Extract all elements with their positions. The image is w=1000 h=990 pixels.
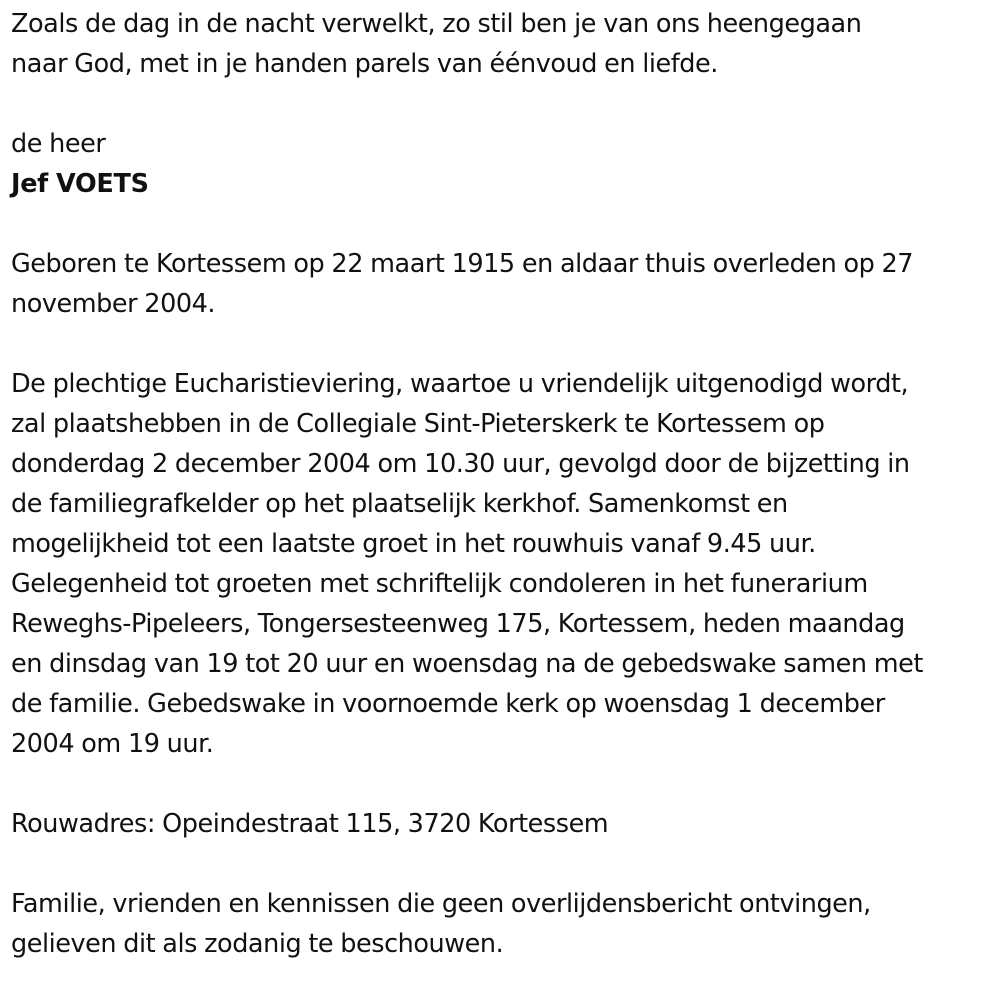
- ceremony-line: De plechtige Eucharistieviering, waartoe u vriendelijk uitgenodigd wordt,: [11, 369, 909, 399]
- obituary-notice: [11, 4, 996, 964]
- verse-line: naar God, met in je handen parels van éénvoud en liefde.: [11, 49, 718, 79]
- ceremony-line: donderdag 2 december 2004 om 10.30 uur, gevolgd door de bijzetting in: [11, 449, 910, 479]
- birth-death-line: Geboren te Kortessem op 22 maart 1915 en aldaar thuis overleden op 27: [11, 249, 914, 279]
- mourning-address: Rouwadres: Opeindestraat 115, 3720 Kortessem: [11, 809, 609, 839]
- spacer: [11, 324, 996, 364]
- spacer: [11, 764, 996, 804]
- ceremony-line: de familie. Gebedswake in voornoemde kerk op woensdag 1 december: [11, 689, 885, 719]
- ceremony-line: mogelijkheid tot een laatste groet in het rouwhuis vanaf 9.45 uur.: [11, 529, 816, 559]
- ceremony-line: 2004 om 19 uur.: [11, 729, 214, 759]
- birth-death-line: november 2004.: [11, 289, 216, 319]
- ceremony-line: de familiegrafkelder op het plaatselijk kerkhof. Samenkomst en: [11, 489, 788, 519]
- ceremony-line: zal plaatshebben in de Collegiale Sint-Pieterskerk te Kortessem op: [11, 409, 825, 439]
- ceremony-line: en dinsdag van 19 tot 20 uur en woensdag na de gebedswake samen met: [11, 649, 923, 679]
- closing-line: gelieven dit als zodanig te beschouwen.: [11, 929, 504, 959]
- ceremony-line: Reweghs-Pipeleers, Tongersesteenweg 175, Kortessem, heden maandag: [11, 609, 905, 639]
- spacer: [11, 844, 996, 884]
- honorific: de heer: [11, 129, 106, 159]
- ceremony-line: Gelegenheid tot groeten met schriftelijk condoleren in het funerarium: [11, 569, 868, 599]
- spacer: [11, 84, 996, 124]
- spacer: [11, 204, 996, 244]
- deceased-name: Jef VOETS: [11, 169, 149, 199]
- closing-line: Familie, vrienden en kennissen die geen overlijdensbericht ontvingen,: [11, 889, 871, 919]
- verse-line: Zoals de dag in de nacht verwelkt, zo stil ben je van ons heengegaan: [11, 9, 862, 39]
